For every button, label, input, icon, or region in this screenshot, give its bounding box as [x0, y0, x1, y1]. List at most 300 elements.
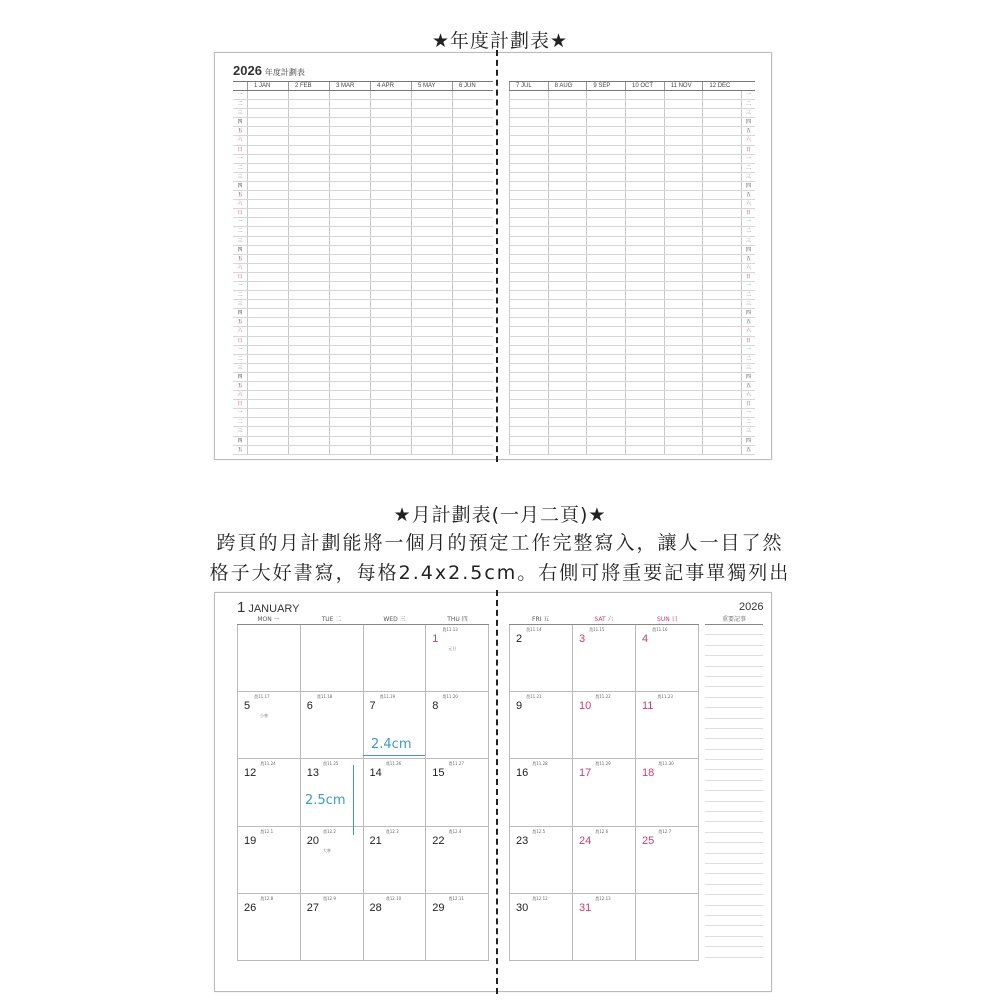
- yearly-cell[interactable]: [329, 409, 370, 417]
- yearly-cell[interactable]: [288, 127, 329, 135]
- yearly-cell[interactable]: [452, 309, 493, 317]
- yearly-cell[interactable]: [247, 255, 288, 263]
- yearly-cell[interactable]: [288, 173, 329, 181]
- note-line[interactable]: [705, 625, 763, 635]
- yearly-cell[interactable]: [548, 127, 587, 135]
- yearly-cell[interactable]: [247, 218, 288, 226]
- yearly-cell[interactable]: [702, 373, 741, 381]
- yearly-cell[interactable]: [288, 155, 329, 163]
- yearly-cell[interactable]: [288, 227, 329, 235]
- note-line[interactable]: [705, 656, 763, 666]
- yearly-cell[interactable]: [548, 382, 587, 390]
- yearly-cell[interactable]: [329, 164, 370, 172]
- yearly-cell[interactable]: [548, 446, 587, 454]
- yearly-cell[interactable]: [702, 282, 741, 290]
- yearly-cell[interactable]: [452, 364, 493, 372]
- yearly-cell[interactable]: [370, 446, 411, 454]
- yearly-cell[interactable]: [370, 318, 411, 326]
- yearly-cell[interactable]: [452, 173, 493, 181]
- yearly-cell[interactable]: [411, 364, 452, 372]
- yearly-cell[interactable]: [411, 164, 452, 172]
- yearly-cell[interactable]: [625, 427, 664, 435]
- yearly-cell[interactable]: [329, 264, 370, 272]
- yearly-cell[interactable]: [288, 291, 329, 299]
- yearly-cell[interactable]: [548, 200, 587, 208]
- yearly-cell[interactable]: [586, 118, 625, 126]
- yearly-cell[interactable]: [509, 127, 548, 135]
- yearly-cell[interactable]: [509, 309, 548, 317]
- yearly-cell[interactable]: [288, 209, 329, 217]
- yearly-cell[interactable]: [664, 355, 703, 363]
- yearly-cell[interactable]: [370, 191, 411, 199]
- yearly-cell[interactable]: [664, 218, 703, 226]
- yearly-cell[interactable]: [247, 355, 288, 363]
- yearly-cell[interactable]: [664, 418, 703, 426]
- yearly-cell[interactable]: [370, 337, 411, 345]
- yearly-cell[interactable]: [664, 146, 703, 154]
- day-cell[interactable]: [636, 625, 699, 692]
- yearly-cell[interactable]: [411, 355, 452, 363]
- yearly-cell[interactable]: [247, 91, 288, 99]
- yearly-cell[interactable]: [329, 246, 370, 254]
- note-line[interactable]: [705, 947, 763, 957]
- yearly-cell[interactable]: [625, 337, 664, 345]
- yearly-cell[interactable]: [370, 282, 411, 290]
- yearly-cell[interactable]: [329, 364, 370, 372]
- note-line[interactable]: [705, 646, 763, 656]
- note-line[interactable]: [705, 698, 763, 708]
- yearly-cell[interactable]: [411, 400, 452, 408]
- yearly-cell[interactable]: [370, 327, 411, 335]
- yearly-cell[interactable]: [664, 191, 703, 199]
- yearly-cell[interactable]: [625, 282, 664, 290]
- yearly-cell[interactable]: [247, 100, 288, 108]
- yearly-cell[interactable]: [548, 427, 587, 435]
- yearly-cell[interactable]: [370, 118, 411, 126]
- yearly-cell[interactable]: [664, 427, 703, 435]
- yearly-cell[interactable]: [247, 318, 288, 326]
- yearly-cell[interactable]: [452, 264, 493, 272]
- yearly-cell[interactable]: [411, 273, 452, 281]
- yearly-cell[interactable]: [702, 255, 741, 263]
- yearly-cell[interactable]: [370, 273, 411, 281]
- yearly-cell[interactable]: [625, 309, 664, 317]
- day-cell[interactable]: [301, 827, 364, 894]
- yearly-cell[interactable]: [586, 309, 625, 317]
- yearly-cell[interactable]: [586, 109, 625, 117]
- yearly-cell[interactable]: [247, 446, 288, 454]
- yearly-cell[interactable]: [509, 246, 548, 254]
- yearly-cell[interactable]: [664, 127, 703, 135]
- yearly-cell[interactable]: [411, 418, 452, 426]
- yearly-cell[interactable]: [247, 382, 288, 390]
- yearly-cell[interactable]: [625, 391, 664, 399]
- yearly-cell[interactable]: [247, 364, 288, 372]
- yearly-cell[interactable]: [329, 391, 370, 399]
- yearly-cell[interactable]: [509, 373, 548, 381]
- yearly-cell[interactable]: [586, 264, 625, 272]
- yearly-cell[interactable]: [664, 182, 703, 190]
- yearly-cell[interactable]: [329, 273, 370, 281]
- yearly-cell[interactable]: [509, 273, 548, 281]
- yearly-cell[interactable]: [411, 309, 452, 317]
- yearly-cell[interactable]: [548, 327, 587, 335]
- yearly-cell[interactable]: [247, 155, 288, 163]
- yearly-cell[interactable]: [548, 282, 587, 290]
- yearly-cell[interactable]: [548, 346, 587, 354]
- note-line[interactable]: [705, 885, 763, 895]
- yearly-cell[interactable]: [548, 391, 587, 399]
- yearly-cell[interactable]: [664, 400, 703, 408]
- note-line[interactable]: [705, 822, 763, 832]
- yearly-cell[interactable]: [411, 327, 452, 335]
- yearly-cell[interactable]: [288, 246, 329, 254]
- yearly-cell[interactable]: [370, 146, 411, 154]
- yearly-cell[interactable]: [509, 100, 548, 108]
- yearly-cell[interactable]: [664, 255, 703, 263]
- note-line[interactable]: [705, 802, 763, 812]
- yearly-cell[interactable]: [288, 100, 329, 108]
- day-cell[interactable]: [510, 692, 573, 759]
- yearly-cell[interactable]: [586, 355, 625, 363]
- yearly-cell[interactable]: [247, 291, 288, 299]
- yearly-cell[interactable]: [411, 146, 452, 154]
- yearly-cell[interactable]: [586, 127, 625, 135]
- yearly-cell[interactable]: [548, 437, 587, 445]
- yearly-cell[interactable]: [452, 255, 493, 263]
- yearly-cell[interactable]: [625, 209, 664, 217]
- yearly-cell[interactable]: [509, 300, 548, 308]
- yearly-cell[interactable]: [586, 237, 625, 245]
- yearly-cell[interactable]: [509, 182, 548, 190]
- yearly-cell[interactable]: [548, 136, 587, 144]
- yearly-cell[interactable]: [625, 382, 664, 390]
- yearly-cell[interactable]: [548, 237, 587, 245]
- yearly-cell[interactable]: [329, 291, 370, 299]
- yearly-cell[interactable]: [702, 427, 741, 435]
- yearly-cell[interactable]: [288, 264, 329, 272]
- day-cell[interactable]: [426, 692, 489, 759]
- yearly-cell[interactable]: [625, 264, 664, 272]
- note-line[interactable]: [705, 843, 763, 853]
- yearly-cell[interactable]: [411, 227, 452, 235]
- yearly-cell[interactable]: [329, 437, 370, 445]
- yearly-cell[interactable]: [329, 255, 370, 263]
- yearly-cell[interactable]: [329, 136, 370, 144]
- yearly-cell[interactable]: [586, 446, 625, 454]
- yearly-cell[interactable]: [411, 264, 452, 272]
- yearly-cell[interactable]: [625, 109, 664, 117]
- yearly-cell[interactable]: [702, 100, 741, 108]
- yearly-cell[interactable]: [625, 100, 664, 108]
- yearly-cell[interactable]: [370, 364, 411, 372]
- yearly-cell[interactable]: [329, 91, 370, 99]
- yearly-cell[interactable]: [664, 309, 703, 317]
- yearly-cell[interactable]: [411, 237, 452, 245]
- yearly-cell[interactable]: [586, 391, 625, 399]
- day-cell[interactable]: [238, 692, 301, 759]
- yearly-cell[interactable]: [548, 291, 587, 299]
- yearly-cell[interactable]: [509, 91, 548, 99]
- yearly-cell[interactable]: [509, 409, 548, 417]
- yearly-cell[interactable]: [586, 346, 625, 354]
- yearly-cell[interactable]: [664, 264, 703, 272]
- yearly-cell[interactable]: [288, 309, 329, 317]
- yearly-cell[interactable]: [247, 237, 288, 245]
- yearly-cell[interactable]: [664, 373, 703, 381]
- yearly-cell[interactable]: [548, 173, 587, 181]
- yearly-cell[interactable]: [247, 273, 288, 281]
- yearly-cell[interactable]: [625, 237, 664, 245]
- yearly-cell[interactable]: [247, 227, 288, 235]
- yearly-cell[interactable]: [452, 246, 493, 254]
- yearly-cell[interactable]: [329, 446, 370, 454]
- yearly-cell[interactable]: [370, 409, 411, 417]
- yearly-cell[interactable]: [247, 373, 288, 381]
- yearly-cell[interactable]: [664, 91, 703, 99]
- yearly-cell[interactable]: [370, 346, 411, 354]
- yearly-cell[interactable]: [586, 400, 625, 408]
- yearly-cell[interactable]: [548, 300, 587, 308]
- yearly-cell[interactable]: [288, 373, 329, 381]
- yearly-cell[interactable]: [625, 173, 664, 181]
- yearly-cell[interactable]: [702, 364, 741, 372]
- yearly-cell[interactable]: [370, 246, 411, 254]
- yearly-cell[interactable]: [664, 318, 703, 326]
- yearly-cell[interactable]: [288, 218, 329, 226]
- yearly-cell[interactable]: [411, 300, 452, 308]
- yearly-cell[interactable]: [548, 400, 587, 408]
- yearly-cell[interactable]: [411, 209, 452, 217]
- yearly-cell[interactable]: [329, 418, 370, 426]
- note-line[interactable]: [705, 770, 763, 780]
- yearly-cell[interactable]: [548, 355, 587, 363]
- note-line[interactable]: [705, 916, 763, 926]
- yearly-cell[interactable]: [247, 282, 288, 290]
- yearly-cell[interactable]: [548, 109, 587, 117]
- yearly-cell[interactable]: [625, 446, 664, 454]
- yearly-cell[interactable]: [411, 200, 452, 208]
- yearly-cell[interactable]: [702, 318, 741, 326]
- yearly-cell[interactable]: [586, 164, 625, 172]
- note-line[interactable]: [705, 635, 763, 645]
- yearly-cell[interactable]: [702, 382, 741, 390]
- yearly-cell[interactable]: [664, 227, 703, 235]
- yearly-cell[interactable]: [702, 346, 741, 354]
- yearly-cell[interactable]: [370, 136, 411, 144]
- yearly-cell[interactable]: [548, 255, 587, 263]
- day-cell[interactable]: [364, 759, 427, 826]
- yearly-cell[interactable]: [509, 364, 548, 372]
- day-cell[interactable]: [573, 692, 636, 759]
- yearly-cell[interactable]: [702, 291, 741, 299]
- yearly-cell[interactable]: [702, 355, 741, 363]
- yearly-cell[interactable]: [411, 218, 452, 226]
- yearly-cell[interactable]: [370, 182, 411, 190]
- yearly-cell[interactable]: [329, 218, 370, 226]
- yearly-cell[interactable]: [586, 200, 625, 208]
- yearly-cell[interactable]: [288, 273, 329, 281]
- yearly-cell[interactable]: [329, 355, 370, 363]
- yearly-cell[interactable]: [586, 364, 625, 372]
- yearly-cell[interactable]: [329, 173, 370, 181]
- yearly-cell[interactable]: [288, 182, 329, 190]
- yearly-cell[interactable]: [452, 191, 493, 199]
- yearly-cell[interactable]: [370, 373, 411, 381]
- yearly-cell[interactable]: [509, 291, 548, 299]
- yearly-cell[interactable]: [664, 273, 703, 281]
- yearly-cell[interactable]: [702, 109, 741, 117]
- day-cell[interactable]: [573, 759, 636, 826]
- yearly-cell[interactable]: [548, 409, 587, 417]
- yearly-cell[interactable]: [452, 327, 493, 335]
- yearly-cell[interactable]: [247, 391, 288, 399]
- yearly-cell[interactable]: [247, 127, 288, 135]
- yearly-cell[interactable]: [329, 209, 370, 217]
- yearly-cell[interactable]: [288, 355, 329, 363]
- yearly-cell[interactable]: [509, 391, 548, 399]
- yearly-cell[interactable]: [288, 136, 329, 144]
- day-cell[interactable]: [510, 894, 573, 961]
- day-cell[interactable]: [364, 894, 427, 961]
- yearly-cell[interactable]: [452, 136, 493, 144]
- yearly-cell[interactable]: [452, 418, 493, 426]
- yearly-cell[interactable]: [625, 346, 664, 354]
- yearly-cell[interactable]: [586, 437, 625, 445]
- yearly-cell[interactable]: [370, 255, 411, 263]
- yearly-cell[interactable]: [452, 400, 493, 408]
- yearly-cell[interactable]: [452, 209, 493, 217]
- yearly-cell[interactable]: [625, 182, 664, 190]
- yearly-cell[interactable]: [329, 300, 370, 308]
- yearly-cell[interactable]: [288, 437, 329, 445]
- yearly-cell[interactable]: [548, 246, 587, 254]
- yearly-cell[interactable]: [702, 191, 741, 199]
- yearly-cell[interactable]: [548, 418, 587, 426]
- yearly-cell[interactable]: [370, 400, 411, 408]
- yearly-cell[interactable]: [625, 273, 664, 281]
- yearly-cell[interactable]: [329, 182, 370, 190]
- yearly-cell[interactable]: [288, 337, 329, 345]
- yearly-cell[interactable]: [586, 136, 625, 144]
- yearly-cell[interactable]: [509, 264, 548, 272]
- day-cell[interactable]: [510, 625, 573, 692]
- yearly-cell[interactable]: [370, 382, 411, 390]
- note-line[interactable]: [705, 864, 763, 874]
- yearly-cell[interactable]: [509, 427, 548, 435]
- note-line[interactable]: [705, 750, 763, 760]
- yearly-cell[interactable]: [411, 373, 452, 381]
- yearly-cell[interactable]: [702, 237, 741, 245]
- yearly-cell[interactable]: [664, 346, 703, 354]
- yearly-cell[interactable]: [586, 382, 625, 390]
- yearly-cell[interactable]: [664, 164, 703, 172]
- yearly-cell[interactable]: [548, 100, 587, 108]
- day-cell[interactable]: [636, 894, 699, 961]
- yearly-cell[interactable]: [288, 118, 329, 126]
- yearly-cell[interactable]: [702, 409, 741, 417]
- yearly-cell[interactable]: [664, 382, 703, 390]
- yearly-cell[interactable]: [411, 173, 452, 181]
- yearly-cell[interactable]: [664, 173, 703, 181]
- yearly-cell[interactable]: [247, 300, 288, 308]
- yearly-cell[interactable]: [247, 418, 288, 426]
- yearly-cell[interactable]: [452, 227, 493, 235]
- yearly-cell[interactable]: [329, 382, 370, 390]
- yearly-cell[interactable]: [509, 164, 548, 172]
- yearly-cell[interactable]: [548, 273, 587, 281]
- yearly-cell[interactable]: [625, 218, 664, 226]
- yearly-cell[interactable]: [586, 91, 625, 99]
- yearly-cell[interactable]: [452, 437, 493, 445]
- yearly-cell[interactable]: [411, 391, 452, 399]
- yearly-cell[interactable]: [411, 182, 452, 190]
- yearly-cell[interactable]: [329, 400, 370, 408]
- yearly-cell[interactable]: [509, 109, 548, 117]
- yearly-cell[interactable]: [664, 291, 703, 299]
- yearly-cell[interactable]: [452, 182, 493, 190]
- yearly-cell[interactable]: [664, 237, 703, 245]
- yearly-cell[interactable]: [509, 136, 548, 144]
- yearly-cell[interactable]: [452, 200, 493, 208]
- yearly-cell[interactable]: [548, 209, 587, 217]
- day-cell[interactable]: [426, 625, 489, 692]
- day-cell[interactable]: [426, 894, 489, 961]
- yearly-cell[interactable]: [247, 200, 288, 208]
- yearly-cell[interactable]: [411, 318, 452, 326]
- note-line[interactable]: [705, 729, 763, 739]
- yearly-cell[interactable]: [452, 346, 493, 354]
- yearly-cell[interactable]: [370, 355, 411, 363]
- yearly-cell[interactable]: [586, 291, 625, 299]
- yearly-cell[interactable]: [509, 327, 548, 335]
- yearly-cell[interactable]: [586, 218, 625, 226]
- yearly-cell[interactable]: [370, 209, 411, 217]
- yearly-cell[interactable]: [288, 418, 329, 426]
- yearly-cell[interactable]: [664, 437, 703, 445]
- yearly-cell[interactable]: [370, 109, 411, 117]
- yearly-cell[interactable]: [625, 327, 664, 335]
- yearly-cell[interactable]: [411, 109, 452, 117]
- yearly-cell[interactable]: [288, 327, 329, 335]
- yearly-cell[interactable]: [586, 273, 625, 281]
- yearly-cell[interactable]: [370, 100, 411, 108]
- yearly-cell[interactable]: [702, 400, 741, 408]
- day-cell[interactable]: [573, 625, 636, 692]
- yearly-cell[interactable]: [452, 291, 493, 299]
- yearly-cell[interactable]: [664, 391, 703, 399]
- yearly-cell[interactable]: [288, 346, 329, 354]
- yearly-cell[interactable]: [625, 246, 664, 254]
- yearly-cell[interactable]: [288, 91, 329, 99]
- yearly-cell[interactable]: [664, 109, 703, 117]
- yearly-cell[interactable]: [329, 309, 370, 317]
- yearly-cell[interactable]: [702, 182, 741, 190]
- yearly-cell[interactable]: [586, 337, 625, 345]
- yearly-cell[interactable]: [370, 309, 411, 317]
- yearly-cell[interactable]: [702, 327, 741, 335]
- yearly-cell[interactable]: [452, 427, 493, 435]
- note-line[interactable]: [705, 708, 763, 718]
- yearly-cell[interactable]: [247, 427, 288, 435]
- yearly-cell[interactable]: [329, 346, 370, 354]
- yearly-cell[interactable]: [548, 309, 587, 317]
- yearly-cell[interactable]: [452, 237, 493, 245]
- yearly-cell[interactable]: [329, 337, 370, 345]
- yearly-cell[interactable]: [625, 437, 664, 445]
- yearly-cell[interactable]: [370, 173, 411, 181]
- yearly-cell[interactable]: [664, 136, 703, 144]
